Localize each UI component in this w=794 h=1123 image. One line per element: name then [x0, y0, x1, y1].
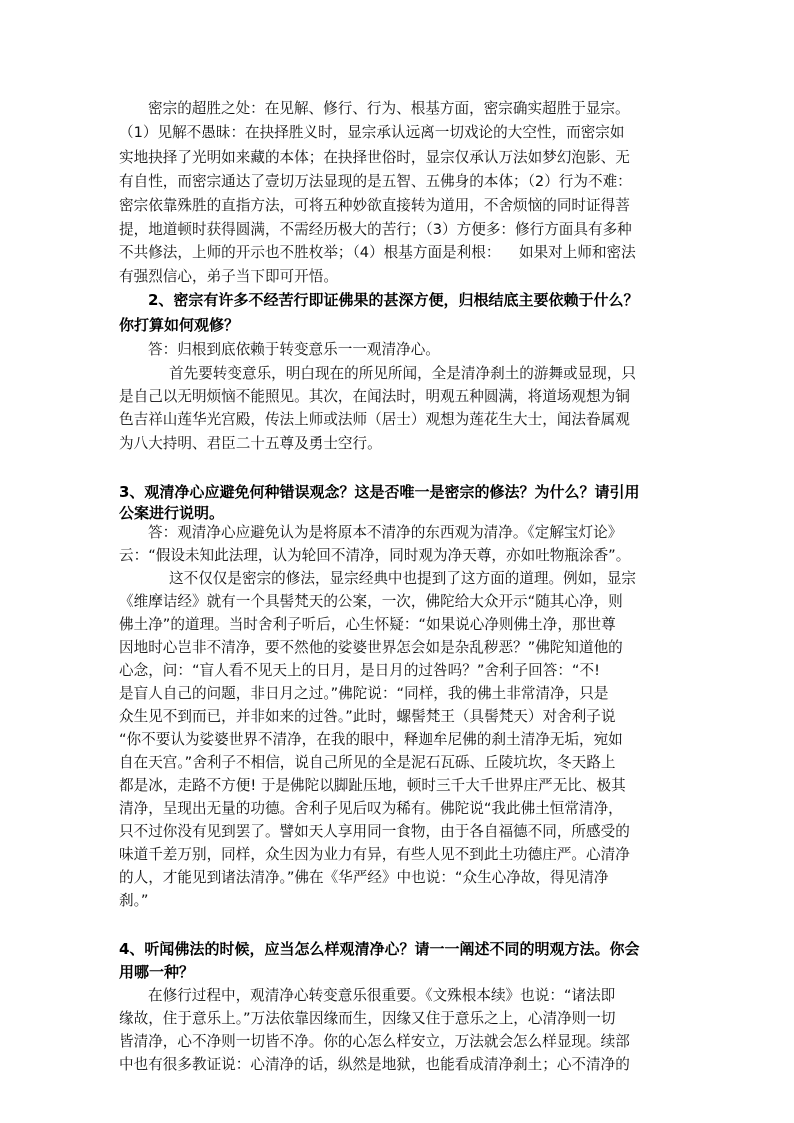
text-line: 只不过你没有见到罢了。譬如天人享用同一食物，由于各自福德不同，所感受的 [119, 823, 630, 840]
text-line: 的人，才能见到诸法清净。”佛在《华严经》中也说：“众生心净故，得见清净 [119, 869, 609, 886]
text-line: 佛土净”的道理。当时舍利子听后，心生怀疑：“如果说心净则佛土净，那世尊 [119, 616, 616, 633]
text-line: 心念，问：“盲人看不见天上的日月，是日月的过咎吗？”舍利子回答：“不! [119, 662, 600, 679]
text-line: 有自性，而密宗通达了壹切万法显现的是五智、五佛身的本体；（2）行为不难： [119, 173, 632, 190]
text-line: 为八大持明、君臣二十五尊及勇士空行。 [119, 435, 382, 452]
text-line: 在修行过程中，观清净心转变意乐很重要。《文殊根本续》也说：“诸法即 [148, 987, 616, 1004]
text-line: 是自己以无明烦恼不能照见。其次，在闻法时，明观五种圆满，将道场观想为铜 [119, 388, 630, 405]
text-line: 首先要转变意乐，明白现在的所见所闻，全是清净刹土的游舞或显现，只 [169, 365, 637, 382]
text-line: 密宗的超胜之处：在见解、修行、行为、根基方面，密宗确实超胜于显宗。 [148, 100, 630, 117]
text-line: 密宗依靠殊胜的直指方法，可将五种妙欲直接转为道用，不舍烦恼的同时证得菩 [119, 197, 630, 214]
text-line: 众生见不到而已，并非如来的过咎。”此时，螺髻梵王（具髻梵天）对舍利子说 [119, 708, 616, 725]
text-line: “你不要认为娑婆世界不清净，在我的眼中，释迦牟尼佛的刹土清净无垢，宛如 [119, 731, 623, 748]
question-heading: 2、密宗有许多不经苦行即证佛果的甚深方便，归根结底主要依赖于什么？ [148, 291, 639, 309]
text-line: 不共修法，上师的开示也不胜枚举；（4）根基方面是利根： 如果对上师和密法 [119, 244, 636, 261]
text-line: 自在天宫。”舍利子不相信，说自己所见的全是泥石瓦砾、丘陵坑坎，冬天路上 [119, 754, 616, 771]
text-line: 刹。” [119, 892, 149, 909]
text-line: 都是冰，走路不方便! 于是佛陀以脚趾压地，顿时三千大千世界庄严无比、极其 [119, 777, 626, 794]
question-heading: 用哪一种？ [119, 963, 195, 981]
text-line: 这不仅仅是密宗的修法，显宗经典中也提到了这方面的道理。例如，显宗 [169, 570, 637, 587]
text-line: 皆清净，心不净则一切皆不净。你的心怎么样安立，万法就会怎么样显现。续部 [119, 1033, 630, 1050]
question-heading: 3、观清净心应避免何种错误观念？这是否唯一是密宗的修法？为什么？请引用 [119, 483, 640, 501]
question-heading: 你打算如何观修？ [119, 316, 240, 334]
text-line: 清净，呈现出无量的功德。舍利子见后叹为稀有。佛陀说“我此佛土恒常清净， [119, 800, 623, 817]
text-line: 色吉祥山莲华光宫殿，传法上师或法师（居士）观想为莲花生大士，闻法眷属观 [119, 411, 630, 428]
answer-line: 答：归根到底依赖于转变意乐一一观清净心。 [148, 341, 440, 358]
text-line: 因地时心岂非不清净，要不然他的娑婆世界怎会如是杂乱秽恶？”佛陀知道他的 [119, 639, 623, 656]
text-line: 《维摩诘经》就有一个具髻梵天的公案，一次，佛陀给大众开示“随其心净，则 [119, 593, 623, 610]
text-line: （1）见解不愚昧：在抉择胜义时，显宗承认远离一切戏论的大空性，而密宗如 [119, 124, 625, 141]
text-line: 中也有很多教证说：心清净的话，纵然是地狱，也能看成清净刹土；心不清净的 [119, 1056, 630, 1073]
text-line: 缘故，住于意乐上。”万法依靠因缘而生，因缘又住于意乐之上，心清净则一切 [119, 1010, 616, 1027]
text-line: 实地抉择了光明如来藏的本体；在抉择世俗时，显宗仅承认万法如梦幻泡影、无 [119, 149, 630, 166]
text-line: 是盲人自己的问题，非日月之过。”佛陀说：“同样，我的佛土非常清净，只是 [119, 685, 609, 702]
question-heading: 公案进行说明。 [119, 504, 225, 522]
question-heading: 4、听闻佛法的时候，应当怎么样观清净心？请一一阐述不同的明观方法。你会 [119, 940, 640, 958]
text-line: 味道千差万别，同样，众生因为业力有异，有些人见不到此土功德庄严。心清净 [119, 846, 630, 863]
text-line: 提，地道顿时获得圆满，不需经历极大的苦行；（3）方便多：修行方面具有多种 [119, 221, 632, 238]
answer-line: 答：观清净心应避免认为是将原本不清净的东西观为清净。《定解宝灯论》 [148, 524, 623, 541]
text-line: 云：“假设未知此法理，认为轮回不清净，同时观为净天尊，亦如吐物瓶涂香”。 [119, 547, 631, 564]
text-line: 有强烈信心，弟子当下即可开悟。 [119, 268, 338, 285]
